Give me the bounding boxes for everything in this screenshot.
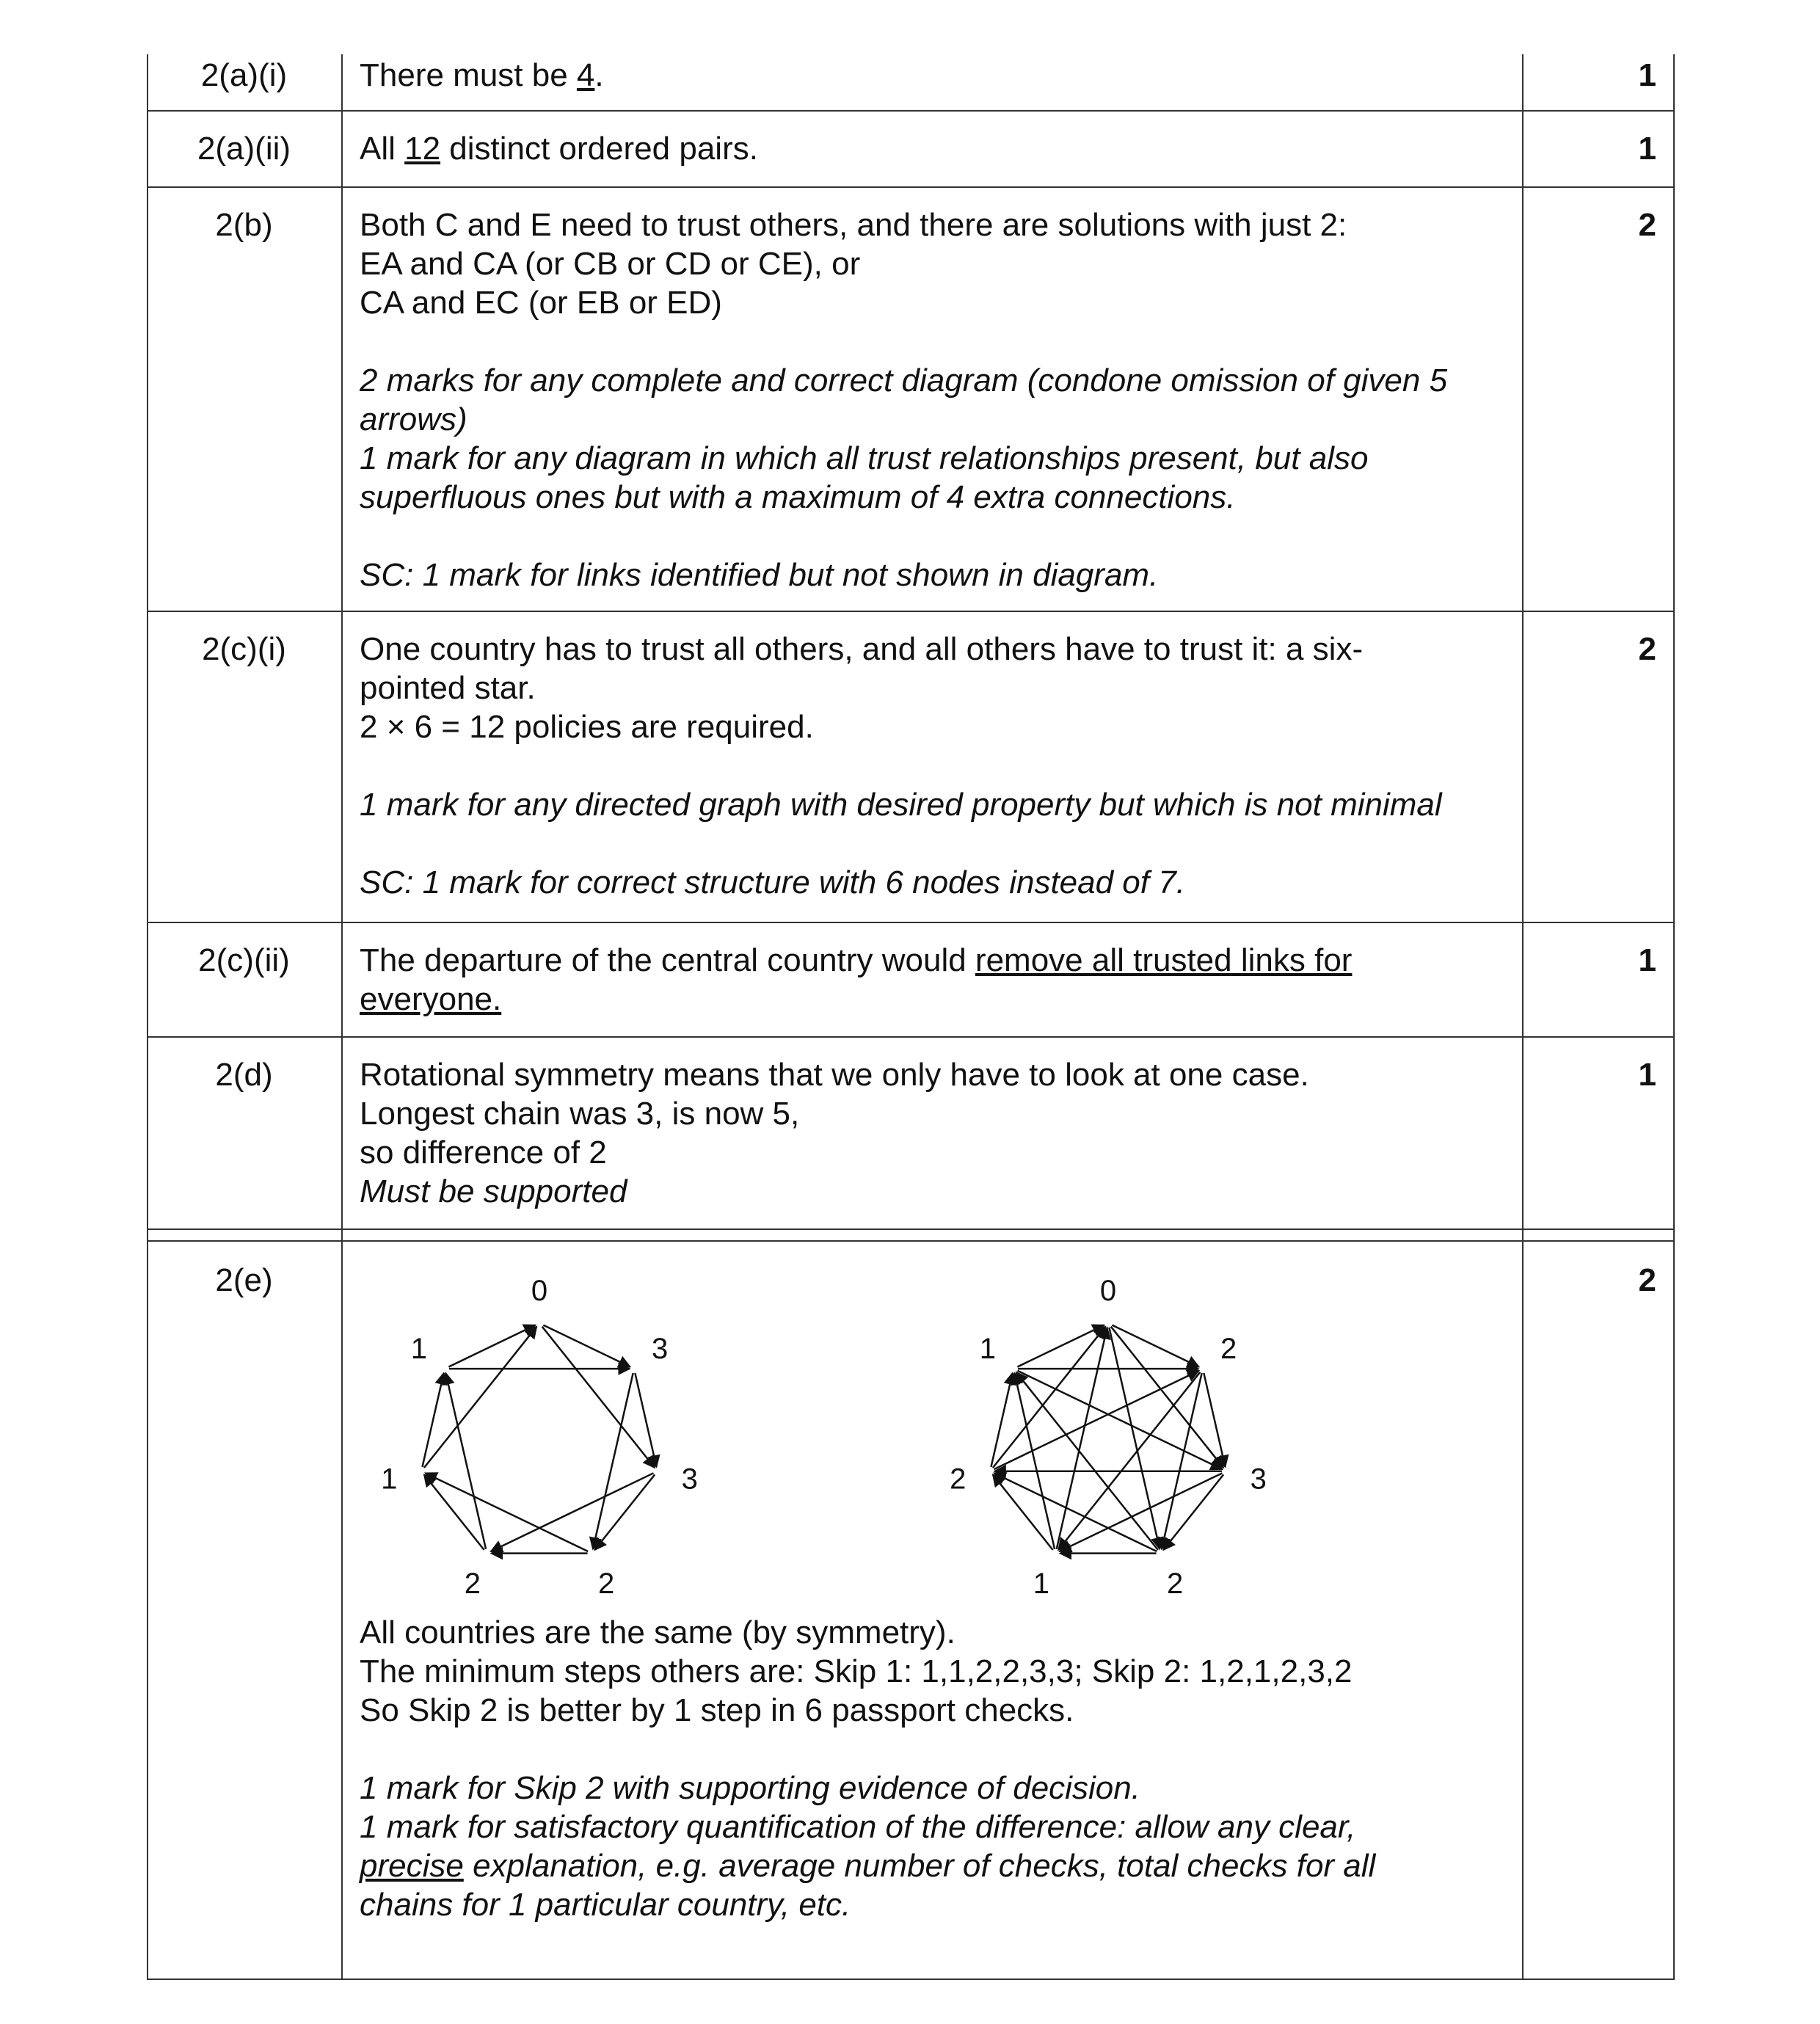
node-step-label: 3 [652, 1333, 669, 1366]
skip-1-diagram [381, 1275, 698, 1600]
node-step-label: 2 [950, 1463, 967, 1496]
trust-arrow [1111, 1327, 1223, 1468]
node-step-label: 1 [1033, 1568, 1050, 1601]
double-separator [147, 1230, 1675, 1242]
trust-arrow [635, 1373, 656, 1467]
question-number: 2(a)(ii) [197, 131, 291, 167]
mark-value: 1 [1638, 1057, 1656, 1093]
trust-arrow [993, 1474, 1053, 1550]
trust-arrow [424, 1474, 484, 1550]
row-2c-i [147, 612, 1675, 923]
row-2c-ii [147, 923, 1675, 1038]
node-step-label: 3 [1250, 1463, 1267, 1496]
answer-text: One country has to trust all others, and all others have to trust it: a six- pointed star. 2 × 6 = 12 policies are required. 1 mark for any directed graph with desired property but which is not minimal SC: 1 mark for correct structure with 6 nodes instead of 7. [360, 631, 1442, 900]
node-step-label: 1 [979, 1333, 996, 1366]
question-number: 2(a)(i) [200, 57, 288, 93]
trust-arrow [445, 1373, 486, 1549]
node-step-label: 1 [381, 1463, 398, 1496]
trust-arrow [994, 1473, 1157, 1551]
answer-text: There must be 4. [360, 57, 604, 93]
answer-text: The departure of the central country would remove all trusted links for everyone. [360, 942, 1353, 1017]
trust-arrow [543, 1325, 630, 1367]
row-2b [147, 188, 1675, 612]
row-2a-i [147, 54, 1675, 112]
mark-value: 2 [1638, 631, 1656, 667]
mark-value: 1 [1638, 131, 1656, 167]
skip-graphs-svg [360, 1261, 1504, 1613]
trust-arrow [1058, 1372, 1200, 1550]
answer-text: Both C and E need to trust others, and there are solutions with just 2: EA and CA (or CB or CD or CE), or CA and EC (or EB or ED) 2 marks for any complete and correct diagram (condone omission of given 5 arrows) 1 mark for any diagram in which all trust relationships present, but also superfluous ones but with a maximum of 4 extra connections. SC: 1 mark for links identified but not shown in diagram. [360, 207, 1448, 593]
mark-value: 2 [1638, 207, 1656, 243]
trust-arrow [1204, 1373, 1225, 1467]
answer-text: Rotational symmetry means that we only have to look at one case. Longest chain was 3, is now 5, so difference of 2 Must be supported [360, 1057, 1309, 1209]
question-number: 2(c)(i) [202, 631, 286, 667]
trust-arrow [426, 1473, 589, 1551]
trust-arrow [593, 1373, 633, 1549]
answer-text: All 12 distinct ordered pairs. [360, 131, 758, 167]
trust-arrow [1060, 1473, 1223, 1551]
row-2e [147, 1242, 1675, 1980]
answer-text: 0 3 3 2 2 1 1 0 2 3 2 1 2 1 All countries are the same (by symmetry). The minimum steps others are: Skip 1: 1,1,2,2,3,3; Skip 2: 1,2,1,2,3,2 So Skip 2 is better by 1 step in 6 passport checks. 1 mark for Skip 2 with supporting evidence of decision. 1 mark for satisfactory quantification of the difference: allow any clear, precise explanation, e.g. average number of checks, total checks for all chains for 1 particular country, etc. [360, 1242, 1504, 1924]
mark-value: 2 [1638, 1262, 1656, 1298]
trust-arrow [1162, 1373, 1202, 1549]
node-step-label: 3 [681, 1463, 698, 1496]
trust-arrow [491, 1473, 654, 1551]
mark-value: 1 [1638, 942, 1656, 978]
trust-arrow [542, 1327, 655, 1468]
trust-arrow [448, 1325, 535, 1367]
node-step-label: 2 [1220, 1333, 1237, 1366]
mark-scheme-table [147, 54, 1675, 1980]
trust-arrow [1017, 1325, 1104, 1367]
node-step-label: 0 [531, 1275, 548, 1307]
trust-arrow [594, 1474, 655, 1550]
question-number: 2(d) [215, 1057, 273, 1093]
mark-value: 1 [1638, 57, 1656, 93]
row-2a-ii [147, 112, 1675, 188]
trust-arrow [422, 1373, 443, 1467]
question-number: 2(e) [215, 1262, 273, 1298]
node-step-label: 0 [1099, 1275, 1117, 1307]
skip-2-diagram [950, 1275, 1267, 1600]
trust-arrow [424, 1327, 536, 1468]
question-number: 2(c)(ii) [198, 942, 290, 978]
row-2d [147, 1038, 1675, 1230]
trust-arrow [991, 1373, 1012, 1467]
node-step-label: 2 [1166, 1568, 1184, 1601]
trust-arrow [1163, 1474, 1223, 1550]
node-step-label: 2 [597, 1568, 615, 1601]
trust-arrow [1014, 1373, 1055, 1549]
node-step-label: 2 [464, 1568, 481, 1601]
skip-diagrams [360, 1261, 1504, 1613]
node-step-label: 1 [410, 1333, 427, 1366]
question-number: 2(b) [215, 207, 273, 243]
trust-arrow [1016, 1372, 1158, 1550]
trust-arrow [993, 1327, 1105, 1468]
trust-arrow [1112, 1325, 1198, 1367]
